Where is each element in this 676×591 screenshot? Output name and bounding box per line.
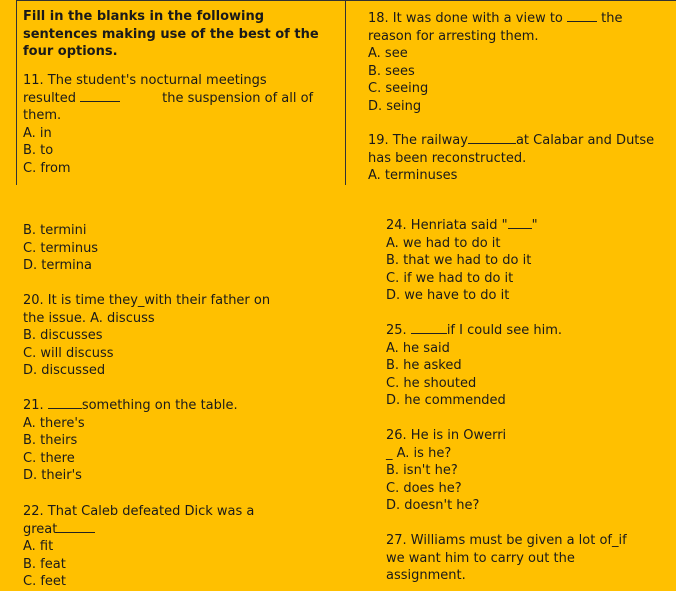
option-a: A. there's <box>23 415 85 431</box>
option-b: B. that we had to do it <box>386 253 532 268</box>
question-11-text-2 <box>23 90 313 108</box>
question-25 <box>386 322 562 410</box>
option-c: C. from <box>23 160 71 176</box>
question-19 <box>368 132 654 185</box>
question-21-text-1a: 21. <box>23 398 48 413</box>
question-27-text-1: 27. Williams must be given a lot of_if <box>386 533 627 548</box>
question-19-text-1b: at Calabar and Dutse <box>515 133 655 148</box>
question-27-text-3: assignment. <box>386 568 466 583</box>
question-25-text-1b: if I could see him. <box>446 323 562 338</box>
question-22-text-2 <box>23 521 254 539</box>
option-d: D. termina <box>23 258 92 273</box>
question-19-text-2: has been reconstructed. <box>368 150 527 166</box>
option-c: C. does he? <box>386 480 462 496</box>
option-c: C. he shouted <box>386 375 477 391</box>
question-18-text-1a: 18. It was done with a view to <box>368 11 568 26</box>
question-24 <box>386 217 538 305</box>
question-27-text-2: we want him to carry out the <box>386 550 575 566</box>
option-b: B. sees <box>368 63 415 79</box>
question-20-text-2: the issue. A. discuss <box>23 310 155 326</box>
question-24-text-1b: " <box>531 218 538 233</box>
option-c: C. terminus <box>23 240 99 256</box>
answer-blank <box>48 397 82 409</box>
option-d: D. their's <box>23 468 82 483</box>
option-d: D. we have to do it <box>386 288 510 303</box>
option-a: A. he said <box>386 340 450 356</box>
option-b: B. feat <box>23 556 66 572</box>
question-21-text-1 <box>23 397 238 415</box>
option-b: B. theirs <box>23 433 78 448</box>
cell-divider <box>345 0 346 185</box>
answer-blank <box>508 217 532 229</box>
option-b: B. to <box>23 143 54 158</box>
question-27 <box>386 532 627 585</box>
question-11-text-1: 11. The student's nocturnal meetings <box>23 73 267 88</box>
question-11 <box>23 72 313 177</box>
option-b: B. termini <box>23 223 87 238</box>
question-18 <box>368 10 622 115</box>
option-c: C. if we had to do it <box>386 270 514 286</box>
instructions-line-3: four options. <box>23 44 118 59</box>
answer-blank <box>411 322 447 334</box>
instructions-line-1: Fill in the blanks in the following <box>23 9 265 24</box>
question-22-text-1: 22. That Caleb defeated Dick was a <box>23 504 255 519</box>
question-20 <box>23 292 270 380</box>
question-22 <box>23 503 254 591</box>
option-a: A. in <box>23 125 52 141</box>
question-25-text-1a: 25. <box>386 323 411 338</box>
option-c: C. will discuss <box>23 345 114 361</box>
option-a: A. see <box>368 46 408 61</box>
option-d: D. discussed <box>23 363 106 378</box>
question-26-text-1: 26. He is in Owerri <box>386 428 507 443</box>
question-20-text-1: 20. It is time they_with their father on <box>23 293 271 308</box>
instructions-line-2: sentences making use of the best of the <box>23 26 319 42</box>
option-d: D. he commended <box>386 393 506 408</box>
option-b: B. discusses <box>23 328 103 343</box>
question-19-text-1 <box>368 132 654 150</box>
option-d: D. doesn't he? <box>386 498 480 513</box>
question-18-text-1 <box>368 10 622 28</box>
question-19-text-1a: 19. The railway <box>368 133 468 148</box>
option-c: C. feet <box>23 574 67 589</box>
answer-blank <box>468 132 516 144</box>
question-18-text-1b: the <box>597 11 623 26</box>
question-26 <box>386 427 506 515</box>
answer-blank <box>57 521 95 533</box>
option-a: A. terminuses <box>368 168 458 183</box>
question-18-text-2: reason for arresting them. <box>368 28 539 44</box>
question-24-text-1 <box>386 217 538 235</box>
question-24-text-1a: 24. Henriata said " <box>386 218 508 233</box>
question-11-text-2b: the suspension of all of <box>162 90 314 106</box>
option-b: B. isn't he? <box>386 463 458 478</box>
option-d: D. seing <box>368 98 422 114</box>
cell-left-border <box>16 0 17 185</box>
question-22-text-2a: great <box>23 521 58 537</box>
option-b: B. he asked <box>386 358 462 373</box>
option-a: _ A. is he? <box>386 445 452 461</box>
question-11-text-2a: resulted <box>23 90 81 106</box>
question-21-text-1b: something on the table. <box>81 398 238 413</box>
answer-blank <box>567 10 597 22</box>
option-c: C. seeing <box>368 81 429 96</box>
option-c: C. there <box>23 450 75 466</box>
question-11-text-3: them. <box>23 108 62 123</box>
option-a: A. fit <box>23 539 54 554</box>
question-25-text-1 <box>386 322 562 340</box>
question-19-continued <box>23 222 98 275</box>
question-21 <box>23 397 238 485</box>
instructions <box>23 8 319 61</box>
option-a: A. we had to do it <box>386 235 501 251</box>
cell-top-border <box>16 0 676 1</box>
answer-blank <box>80 90 120 102</box>
